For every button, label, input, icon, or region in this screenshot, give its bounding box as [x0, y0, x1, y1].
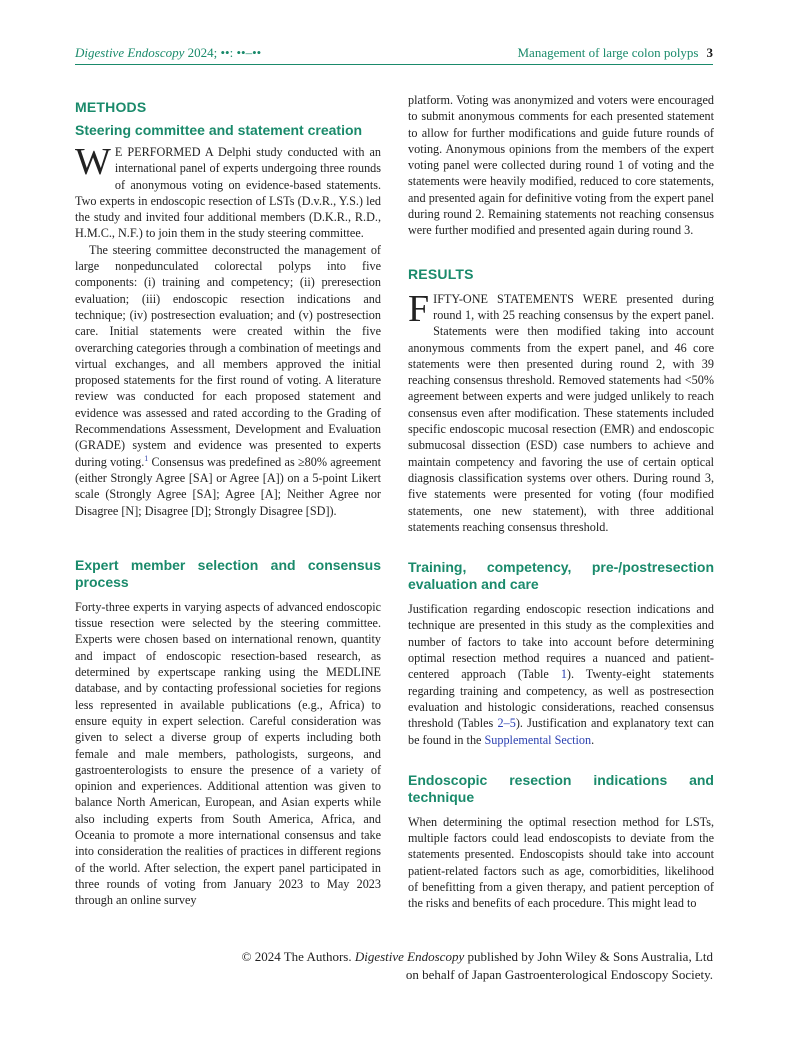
paragraph-text-tail: Consensus was predefined as ≥80% agreement (either Strongly Agree [SA] or Agree [A]) on a 5-point Likert scale (Strongly Agree [SA]; Agree [A]; Neither Agree nor Disagree [N]; Disagree [D]; Strongly Disagree [SD]).	[75, 454, 381, 518]
year-volume: 2024; ••: ••–••	[187, 45, 262, 60]
paragraph-text: The steering committee deconstructed the management of large nonpedunculated colorectal polyps into five components: (i) training and competency; (ii) preresection evaluation; (iii) endoscopic resection indications and technique; (iv) postresection evaluation; and (v) postresection care. Initial statements were created within the five overarching categories through a combination of meetings and virtual exchanges, and all members approved the initial proposed statements for the first round of voting. A literature review was conducted for each proposed statement and evidence was assessed and rated according to the Grading of Recommendations Assessment, Development and Evaluation (GRADE) system and evidence was presented to experts during voting.	[75, 242, 381, 469]
voting-paragraph: platform. Voting was anonymized and voters were encouraged to submit anonymous comments for each presented statement to allow for further modifications and guide future rounds of voting. Anonymous opinions from the members of the expert voting panel were collected during round 1 of voting and the statements were heavily modified, reduced to core statements, and presented again for definitive voting from the expert panel during round 2. Remaining statements not reaching consensus were further modified and presented again during round 3.	[408, 93, 714, 238]
paragraph-text: ). Justification and explanatory text can be found in the	[408, 716, 714, 747]
training-paragraph	[408, 601, 714, 748]
indications-paragraph: When determining the optimal resection method for LSTs, multiple factors could lead endoscopists to deviate from the statements presented. Endoscopists should take into account patient-related factors such as age, comorbidities, likelihood of benefitting from a given therapy, and patient perception of the risks and benefits of each procedure. This might lead to	[408, 814, 714, 911]
steering-heading: Steering committee and statement creation	[75, 122, 363, 138]
running-title: Management of large colon polyps	[517, 45, 699, 60]
footer-text: published by John Wiley & Sons Australia, Ltd	[464, 949, 713, 964]
steering-paragraph-2	[75, 242, 381, 519]
paragraph-text: Justification regarding endoscopic resection indications and technique are presented in this study as the complexities and number of factors to take into account before determining optimal resection method requires a nuanced and patient-centered approach (Table	[408, 602, 714, 682]
drop-cap: F	[408, 287, 430, 330]
copyright-footer	[113, 948, 713, 984]
paragraph-text: IFTY-ONE STATEMENTS WERE presented during round 1, with 25 reaching consensus by the expert panel. Statements were then modified taking into account anonymous comments from the expert panel, and 46 core statements were then presented during round 2, with 39 reaching consensus threshold. Removed statements had <50% agreement between experts and were judged unlikely to reach consensus even after modification. These statements included specific endoscopic mucosal resection (EMR) and endoscopic submucosal dissection (ESD) case numbers to achieve and maintain competency and favoring the use of certain optical diagnosis classification systems over others. During round 3, five statements were presented for voting (four modified statements, one new statement), with three additional statements reaching consensus threshold.	[408, 291, 714, 534]
tables-2-5-link[interactable]: 2–5	[497, 716, 516, 731]
journal-name: Digestive Endoscopy	[75, 45, 185, 60]
results-heading: RESULTS	[408, 265, 474, 282]
steering-paragraph-1	[75, 141, 381, 242]
results-paragraph	[408, 287, 714, 535]
table-1-link[interactable]: 1	[560, 667, 567, 682]
drop-cap: W	[75, 141, 111, 183]
supplemental-section-link[interactable]: Supplemental Section	[484, 732, 592, 747]
paragraph-text: E PERFORMED A Delphi study conducted with an international panel of experts undergoing three rounds of anonymous voting on evidence-based statements. Two experts in endoscopic resection of LSTs (D.v.R., Y.S.) led the study and invited four additional members (D.K.R., R.D., H.M.C., N.F.) to join them in the study steering committee.	[75, 145, 381, 241]
page-number: 3	[706, 45, 713, 60]
paragraph-text: ). Twenty-eight statements regarding training and competency, as well as postresection evaluation and histologic considerations, reached consensus threshold (Tables	[408, 667, 714, 731]
footer-text: © 2024 The Authors.	[241, 949, 355, 964]
running-title-block	[518, 45, 714, 61]
expert-paragraph: Forty-three experts in varying aspects of advanced endoscopic tissue resection were selected by the steering committee. Experts were chosen based on international renown, quantity and impact of endoscopic resection-based research, as determined by expertscape ranking using the MEDLINE database, and by contacting professional societies for regions less represented in available publications (e.g., Africa) to ensure equity in expert selection. Careful consideration was given to select a diverse group of experts including both female and male members, pathologists, surgeons, and gastroenterologists to ensure the presence of a variety of opinion and experiences. Additional attention was given to balance North American, European, and Asian experts while also including experts from South America, Africa, and Oceania to promote a more international consensus and take into consideration the realities of practices in different regions of the world. After selection, the expert panel participated in three rounds of voting from January 2023 to May 2023 through an online survey	[75, 599, 381, 908]
left-column	[75, 92, 381, 908]
footer-journal: Digestive Endoscopy	[354, 949, 465, 964]
expert-heading: Expert member selection and consensus process	[75, 556, 381, 590]
journal-citation	[75, 45, 261, 61]
citation-ref[interactable]: 1	[144, 453, 149, 463]
paragraph-text: .	[591, 732, 595, 747]
running-header	[75, 42, 713, 65]
training-heading: Training, competency, pre-/postresection evaluation and care	[408, 559, 714, 593]
footer-line-1	[113, 948, 713, 966]
footer-line-2: on behalf of Japan Gastroenterological Endoscopy Society.	[405, 967, 713, 982]
methods-heading: METHODS	[75, 99, 147, 115]
indications-heading: Endoscopic resection indications and technique	[408, 771, 714, 805]
right-column	[408, 92, 714, 912]
